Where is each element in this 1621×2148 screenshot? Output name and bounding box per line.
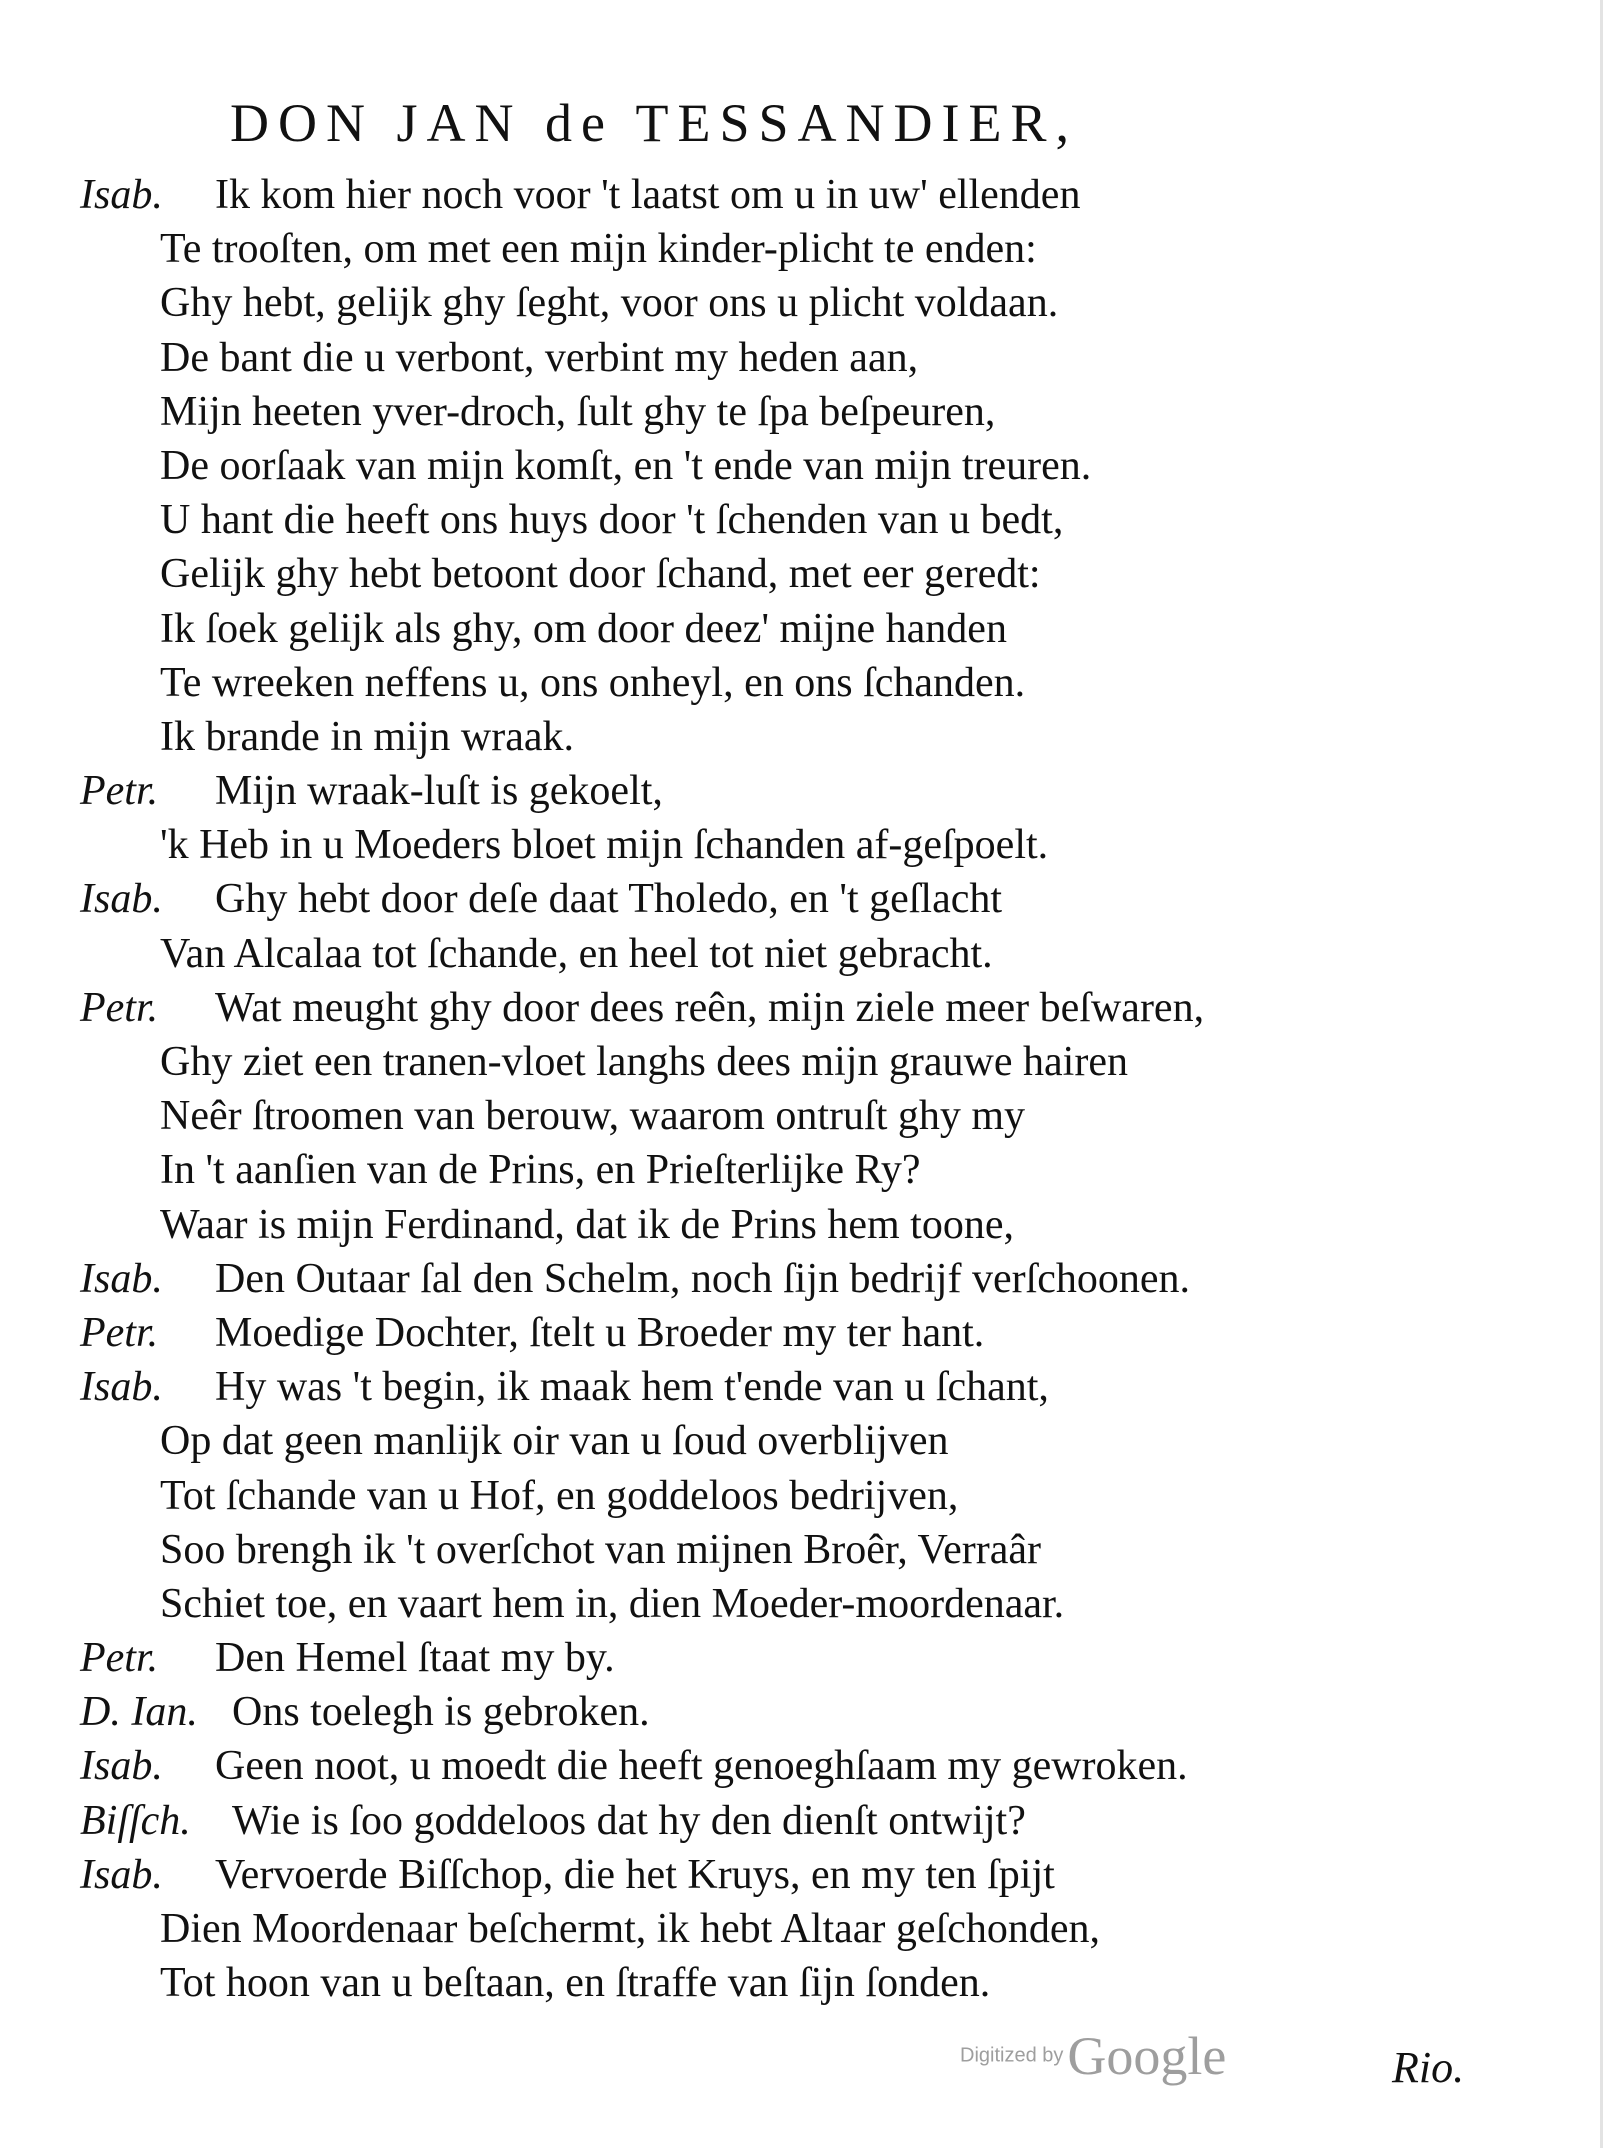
- google-watermark: [960, 2025, 1226, 2087]
- verse-line: [80, 1848, 1520, 1902]
- verse-text-line: Vervoerde Biſſchop, die het Kruys, en my ten ſpijt: [215, 1851, 1055, 1898]
- verse-text-line: Ik kom hier noch voor 't laatst om u in uw' ellenden: [215, 172, 1081, 218]
- verse-text-line: Wat meught ghy door dees reên, mijn ziele meer beſwaren,: [215, 984, 1205, 1031]
- verse-line: [80, 547, 1520, 601]
- verse-line: [80, 656, 1520, 710]
- verse-text-line: Hy was 't begin, ik maak hem t'ende van u ſchant,: [215, 1364, 1049, 1411]
- verse-text-line: Soo brengh ik 't overſchot van mijnen Broêr, Verraâr: [160, 1526, 1042, 1573]
- verse-text-line: Moedige Dochter, ſtelt u Broeder my ter hant.: [215, 1309, 985, 1356]
- catchword: Rio.: [1392, 2043, 1465, 2092]
- verse-text-line: De oorſaak van mijn komſt, en 't ende van mijn treuren.: [160, 442, 1092, 489]
- verse-text-line: Tot hoon van u beſtaan, en ſtraffe van ſijn ſonden.: [160, 1960, 991, 2007]
- verse-line: [80, 872, 1520, 926]
- verse-line: [80, 1198, 1520, 1252]
- verse-line: [80, 818, 1520, 872]
- page-edge: [1600, 0, 1603, 2148]
- speaker-name: D. Ian.: [80, 1689, 198, 1736]
- verse-text-line: Mijn wraak-luſt is gekoelt,: [215, 768, 663, 815]
- verse-text-line: Ghy hebt, gelijk ghy ſeght, voor ons u plicht voldaan.: [160, 280, 1059, 327]
- verse-line: [80, 1794, 1520, 1848]
- verse-line: [80, 1360, 1520, 1414]
- verse-line: [80, 710, 1520, 764]
- speaker-name: Petr.: [80, 984, 159, 1031]
- verse-line: [80, 1469, 1520, 1523]
- verse-text-line: 'k Heb in u Moeders bloet mijn ſchanden af-geſpoelt.: [160, 822, 1049, 869]
- verse-line: [80, 1685, 1520, 1739]
- verse-line: [80, 764, 1520, 818]
- verse-line: [80, 981, 1520, 1035]
- digitized-label: Digitized by: [960, 2044, 1064, 2067]
- verse-text-line: Waar is mijn Ferdinand, dat ik de Prins hem toone,: [160, 1201, 1014, 1248]
- verse-text-line: Ik ſoek gelijk als ghy, om door deez' mijne handen: [160, 605, 1007, 652]
- verse-line: [80, 1956, 1520, 2010]
- speaker-name: Isab.: [80, 876, 163, 923]
- running-title: DON JAN de TESSANDIER,: [230, 93, 1079, 153]
- speaker-name: Petr.: [80, 768, 159, 815]
- verse-line: [80, 1414, 1520, 1468]
- verse-line: [80, 1035, 1520, 1089]
- speaker-name: Biſſch.: [80, 1797, 191, 1844]
- verse-text-line: De bant die u verbont, verbint my heden aan,: [160, 334, 919, 381]
- speaker-name: Isab.: [80, 1851, 163, 1898]
- verse-text: [80, 168, 1520, 2010]
- verse-line: [80, 222, 1520, 276]
- verse-text-line: Ghy hebt door deſe daat Tholedo, en 't geſlacht: [215, 876, 1003, 923]
- verse-line: [80, 385, 1520, 439]
- verse-line: [80, 1523, 1520, 1577]
- verse-line: [80, 439, 1520, 493]
- speaker-name: Petr.: [80, 1309, 159, 1356]
- verse-text-line: Op dat geen manlijk oir van u ſoud overblijven: [160, 1418, 949, 1465]
- verse-text-line: Den Outaar ſal den Schelm, noch ſijn bedrijf verſchoonen.: [215, 1255, 1191, 1302]
- verse-text-line: Mijn heeten yver-droch, ſult ghy te ſpa beſpeuren,: [160, 388, 996, 435]
- verse-text-line: Te wreeken neffens u, ons onheyl, en ons ſchanden.: [160, 659, 1026, 706]
- verse-line: [80, 927, 1520, 981]
- verse-line: [80, 1252, 1520, 1306]
- verse-text-line: Geen noot, u moedt die heeft genoeghſaam my gewroken.: [215, 1743, 1188, 1790]
- speaker-name: Isab.: [80, 1743, 163, 1790]
- verse-text-line: Ik brande in mijn wraak.: [160, 713, 575, 760]
- verse-text-line: Neêr ſtroomen van berouw, waarom ontruſt ghy my: [160, 1093, 1026, 1140]
- google-logo-text: Google: [1067, 2026, 1227, 2086]
- verse-line: [80, 1739, 1520, 1793]
- verse-line: [80, 1631, 1520, 1685]
- verse-text-line: Wie is ſoo goddeloos dat hy den dienſt ontwijt?: [232, 1797, 1026, 1844]
- verse-text-line: Dien Moordenaar beſchermt, ik hebt Altaar geſchonden,: [160, 1906, 1100, 1952]
- speaker-name: Isab.: [80, 1364, 163, 1411]
- verse-text-line: Ghy ziet een tranen-vloet langhs dees mijn grauwe hairen: [160, 1039, 1128, 1085]
- verse-text-line: Ons toelegh is gebroken.: [232, 1689, 650, 1736]
- verse-text-line: Tot ſchande van u Hof, en goddeloos bedrijven,: [160, 1472, 959, 1519]
- verse-line: [80, 1143, 1520, 1197]
- verse-line: [80, 1577, 1520, 1631]
- verse-text-line: Schiet toe, en vaart hem in, dien Moeder-moordenaar.: [160, 1580, 1065, 1627]
- verse-line: [80, 1306, 1520, 1360]
- verse-line: [80, 493, 1520, 547]
- verse-text-line: Den Hemel ſtaat my by.: [215, 1635, 615, 1682]
- speaker-name: Isab.: [80, 1255, 163, 1302]
- verse-line: [80, 1089, 1520, 1143]
- verse-text-line: Te trooſten, om met een mijn kinder-plicht te enden:: [160, 226, 1037, 273]
- verse-line: [80, 331, 1520, 385]
- verse-text-line: Van Alcalaa tot ſchande, en heel tot niet gebracht.: [160, 930, 993, 977]
- verse-line: [80, 1902, 1520, 1956]
- speaker-name: Isab.: [80, 172, 163, 218]
- verse-line: [80, 168, 1520, 222]
- speaker-name: Petr.: [80, 1635, 159, 1682]
- verse-text-line: Gelijk ghy hebt betoont door ſchand, met eer geredt:: [160, 551, 1041, 598]
- verse-line: [80, 276, 1520, 330]
- verse-text-line: In 't aanſien van de Prins, en Prieſterlijke Ry?: [160, 1147, 921, 1194]
- verse-line: [80, 602, 1520, 656]
- verse-text-line: U hant die heeft ons huys door 't ſchenden van u bedt,: [160, 497, 1064, 544]
